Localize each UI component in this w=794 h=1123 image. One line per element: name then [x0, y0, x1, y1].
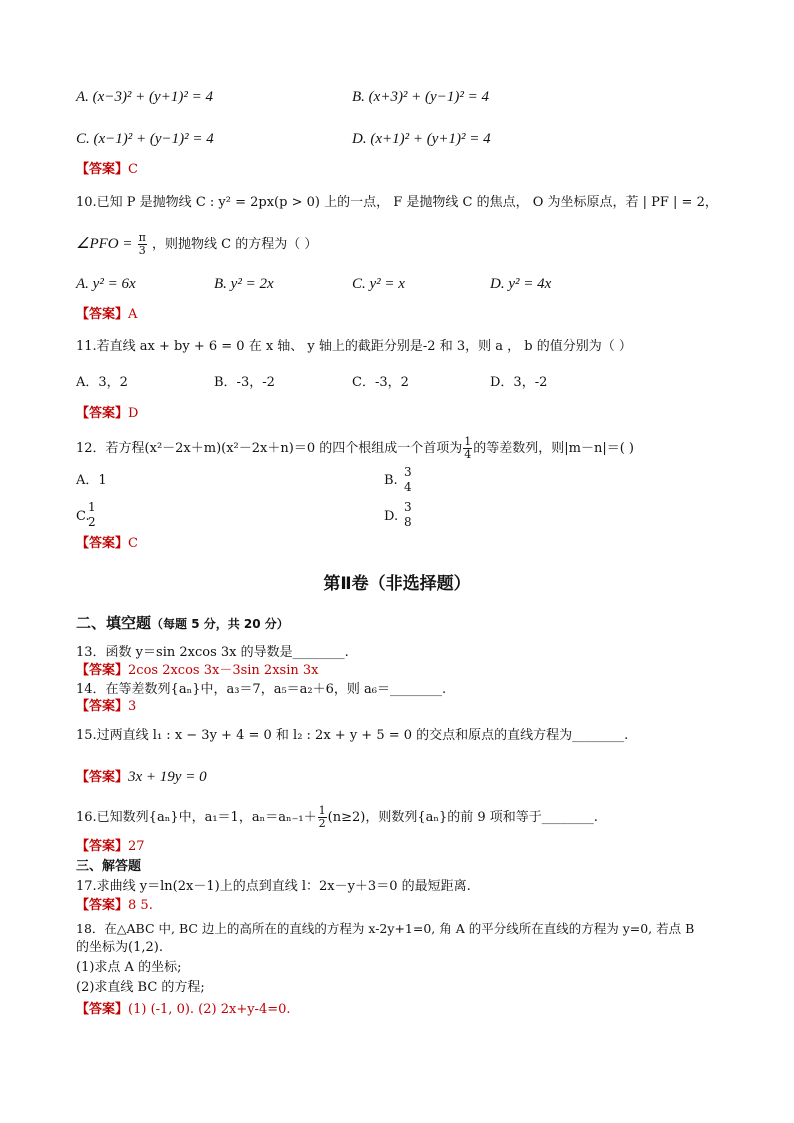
q12-stem-tail: 的等差数列，则|m－n|＝( ): [473, 441, 634, 456]
q12-option-a: A．1: [76, 473, 107, 488]
q18-part2: (2)求直线 BC 的方程;: [76, 980, 205, 995]
q10-stem-line1: 10.已知 P 是抛物线 C : y² = 2px(p > 0) 上的一点， F 是抛物线 C 的焦点， O 为坐标原点，若 | PF | = 2，: [76, 195, 718, 210]
q10-option-c: C. y² = x: [352, 276, 405, 292]
q16-stem-tail: (n≥2)，则数列{aₙ}的前 9 项和等于________.: [327, 810, 598, 825]
fraction-numerator: 3: [404, 465, 412, 479]
answer-value: 8 5.: [128, 898, 153, 913]
q10-angle: ∠PFO =: [76, 236, 133, 252]
q9-option-a: A. (x−3)² + (y+1)² = 4: [76, 89, 213, 105]
answer-label: 【答案】: [76, 307, 129, 322]
q18-part1: (1)求点 A 的坐标;: [76, 960, 182, 975]
answer-value: 27: [128, 839, 145, 854]
q15-stem: 15.过两直线 l₁ : x − 3y + 4 = 0 和 l₂ : 2x + y + 5 = 0 的交点和原点的直线方程为________.: [76, 728, 629, 743]
q11-option-a: A．3，2: [76, 375, 128, 390]
q12-stem: [76, 436, 634, 462]
section2-title: 二、填空题: [76, 614, 152, 632]
q12-option-d-label: D.: [384, 509, 399, 524]
answer-label: 【答案】: [76, 699, 129, 714]
q12-answer: [76, 535, 138, 553]
fraction-numerator: 3: [404, 500, 412, 514]
q18-answer: [76, 1001, 291, 1019]
fraction-numerator: 1: [464, 435, 472, 448]
q17-answer: [76, 897, 153, 915]
q9-option-d: D. (x+1)² + (y+1)² = 4: [352, 131, 491, 147]
q16-stem: [76, 804, 598, 832]
q12-option-b-label: B.: [384, 473, 398, 488]
section2-note: （每题 5 分，共 20 分）: [151, 617, 289, 631]
q12-option-d-fraction: [404, 500, 412, 530]
q10-option-b: B. y² = 2x: [214, 276, 274, 292]
q12-option-c-fraction: [88, 500, 96, 530]
q14-answer: [76, 698, 136, 716]
q16-stem-head: 16.已知数列{aₙ}中，a₁＝1，aₙ＝aₙ₋₁＋: [76, 810, 317, 825]
q9-answer: [76, 161, 138, 179]
answer-label: 【答案】: [76, 1002, 129, 1017]
answer-value: D: [128, 406, 139, 421]
answer-label: 【答案】: [76, 839, 129, 854]
section2-heading: [76, 614, 289, 634]
q10-stem-line2: [76, 228, 317, 260]
q11-stem: 11.若直线 ax + by + 6 = 0 在 x 轴、 y 轴上的截距分别是-2 和 3，则 a ， b 的值分别为（ ）: [76, 339, 632, 354]
part2-title: 第Ⅱ卷（非选择题）: [323, 574, 471, 594]
q12-option-b-fraction: [404, 465, 412, 495]
q18-stem-line2: 的坐标为(1,2).: [76, 940, 163, 955]
q14-stem: 14．在等差数列{aₙ}中，a₃＝7，a₅＝a₂＋6，则 a₆＝________.: [76, 682, 447, 697]
q9-option-b: B. (x+3)² + (y−1)² = 4: [352, 89, 489, 105]
q16-answer: [76, 838, 145, 856]
q12-fraction: [463, 436, 472, 461]
fraction-denominator: 2: [88, 515, 96, 529]
fraction-denominator: 4: [404, 480, 412, 494]
q11-option-b: B．-3，-2: [214, 375, 275, 390]
answer-label: 【答案】: [76, 898, 129, 913]
answer-value: C: [128, 162, 138, 177]
answer-label: 【答案】: [76, 770, 129, 785]
q12-option-c-label: C.: [76, 509, 90, 524]
q10-answer: [76, 306, 137, 324]
answer-value: C: [128, 536, 138, 551]
answer-value: 3: [128, 699, 137, 714]
fraction-numerator: π: [138, 231, 146, 244]
fraction-denominator: 8: [404, 515, 412, 529]
q13-stem: 13．函数 y＝sin 2xcos 3x 的导数是________.: [76, 645, 349, 660]
q13-answer: [76, 662, 318, 680]
q11-option-c: C．-3，2: [352, 375, 409, 390]
q12-stem-head: 12．若方程(x²－2x＋m)(x²－2x＋n)＝0 的四个根组成一个首项为: [76, 441, 463, 456]
q18-stem-line1: 18．在△ABC 中, BC 边上的高所在的直线的方程为 x-2y+1=0, 角 A 的平分线所在直线的方程为 y=0, 若点 B: [76, 921, 695, 936]
q16-fraction: [318, 805, 327, 830]
fraction-numerator: 1: [88, 500, 96, 514]
fraction-denominator: 4: [464, 448, 472, 461]
q10-option-a: A. y² = 6x: [76, 276, 136, 292]
q11-answer: [76, 405, 138, 423]
answer-label: 【答案】: [76, 162, 129, 177]
q15-answer: [76, 768, 207, 787]
q10-option-d: D. y² = 4x: [490, 276, 552, 292]
section3-title: 三、解答题: [76, 859, 142, 874]
answer-value: A: [128, 307, 138, 322]
q11-option-d: D．3，-2: [490, 375, 548, 390]
fraction-denominator: 3: [138, 244, 146, 257]
answer-label: 【答案】: [76, 663, 129, 678]
q9-option-c: C. (x−1)² + (y−1)² = 4: [76, 131, 214, 147]
answer-value: (1) (-1, 0). (2) 2x+y-4=0.: [128, 1002, 291, 1017]
answer-value: 3x + 19y = 0: [128, 769, 207, 785]
fraction-numerator: 1: [318, 804, 326, 817]
fraction-denominator: 2: [318, 817, 326, 830]
answer-label: 【答案】: [76, 406, 129, 421]
answer-value: 2cos 2xcos 3x－3sin 2xsin 3x: [128, 663, 319, 678]
q10-stem-tail: ，则抛物线 C 的方程为（ ）: [152, 237, 318, 252]
answer-label: 【答案】: [76, 536, 129, 551]
q17-stem: 17.求曲线 y＝ln(2x－1)上的点到直线 l：2x－y＋3＝0 的最短距离.: [76, 879, 471, 894]
q10-fraction: [138, 232, 147, 257]
